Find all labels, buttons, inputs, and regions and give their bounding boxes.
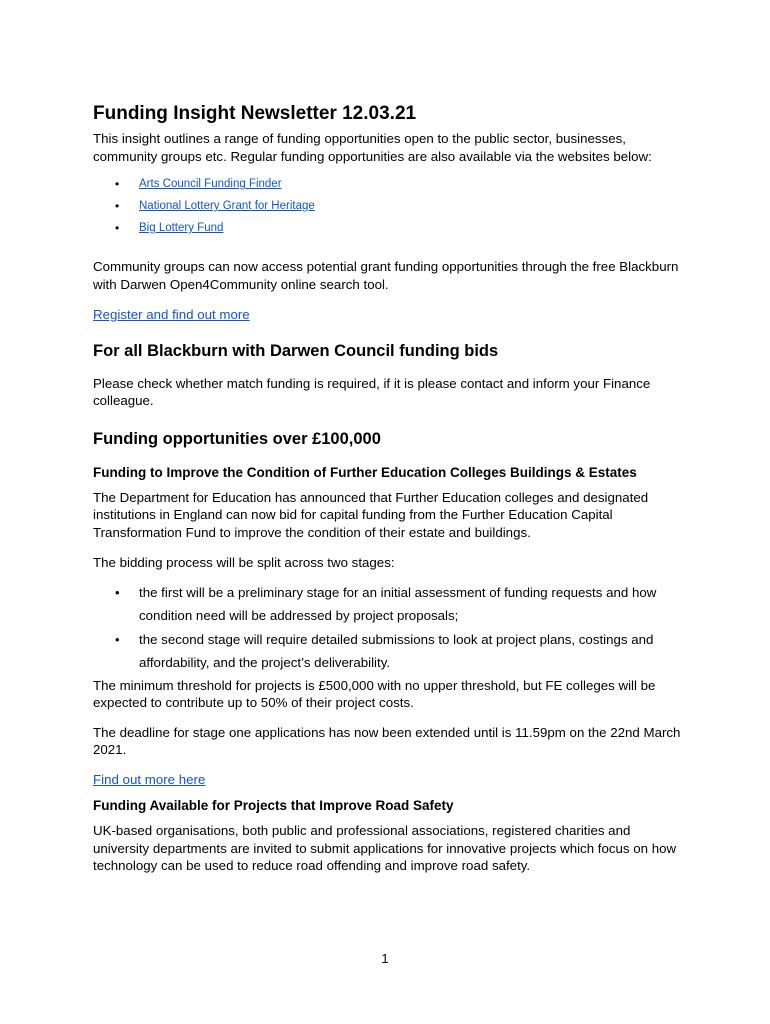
document-page [93,102,685,875]
register-link[interactable]: Register and find out more [93,307,250,322]
list-item: • the first will be a preliminary stage for an initial assessment of funding requests and how condition need will be addressed by project proposals; [93,581,685,628]
fe-paragraph-1: The Department for Education has announced that Further Education colleges and designated institutions in England can now bid for capital funding from the Further Education Capital Transformation Fund to improve the condition of their estate and buildings. [93,489,649,540]
over-100k-heading: Funding opportunities over £100,000 [93,429,381,448]
fe-heading: Funding to Improve the Condition of Further Education Colleges Buildings & Estates [93,464,637,480]
list-item [93,217,685,239]
fe-paragraph-4: The deadline for stage one applications has now been extended until is 11.59pm on the 22nd March 2021. [93,724,681,757]
page-number: 1 [381,951,389,966]
national-lottery-heritage-link[interactable]: National Lottery Grant for Heritage [139,200,315,212]
council-paragraph: Please check whether match funding is required, if it is please contact and inform your Finance colleague. [93,375,651,408]
list-item [93,173,685,195]
find-out-more-link[interactable]: Find out more here [93,771,206,787]
stages-list [93,581,685,675]
intro-paragraph: This insight outlines a range of funding opportunities open to the public sector, businesses, community groups etc. Regular funding opportunities are also available via the websites below: [93,131,652,164]
arts-council-link[interactable]: Arts Council Funding Finder [139,178,282,190]
funding-links-list [93,173,685,239]
list-item [93,195,685,217]
list-item: • the second stage will require detailed submissions to look at project plans, costings and affordability, and the project’s deliverability. [93,628,685,675]
big-lottery-fund-link[interactable]: Big Lottery Fund [139,222,224,234]
community-paragraph: Community groups can now access potential grant funding opportunities through the free Blackburn with Darwen Open4Community online search tool. [93,259,679,292]
fe-paragraph-3: The minimum threshold for projects is £500,000 with no upper threshold, but FE colleges will be expected to contribute up to 50% of their project costs. [93,677,656,710]
register-line [93,306,685,324]
road-safety-paragraph: UK-based organisations, both public and professional associations, registered charities and university departments are invited to submit applications for innovative projects which focus on how technology can be used to reduce road offending and improve road safety. [93,823,677,873]
fe-link-line [93,771,685,789]
page-title: Funding Insight Newsletter 12.03.21 [93,103,417,124]
road-safety-heading: Funding Available for Projects that Improve Road Safety [93,798,454,813]
fe-paragraph-2: The bidding process will be split across two stages: [93,555,395,570]
council-heading: For all Blackburn with Darwen Council funding bids [93,341,499,360]
